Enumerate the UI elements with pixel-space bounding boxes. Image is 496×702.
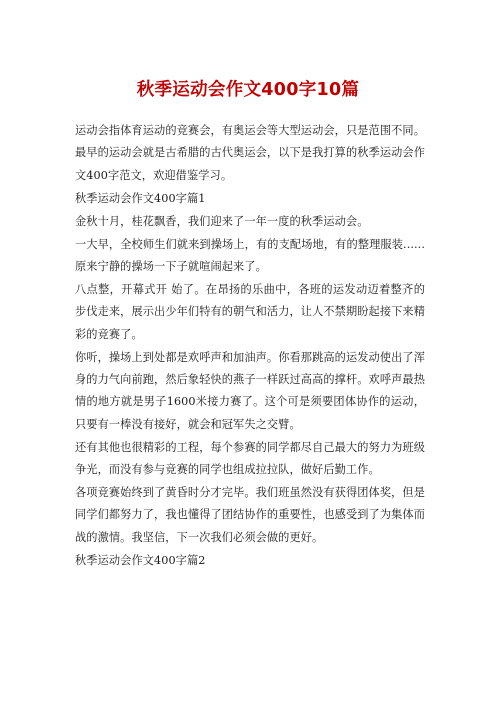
body-paragraph: 各项竞赛始终到了黄昏时分才完毕。我们班虽然没有获得团体奖，但是同学们都努力了，我也懂得了团结协作的重要性，也感受到了为集体而战的激情。我坚信，下一次我们必须会做的更好。 [75, 486, 425, 544]
body-paragraph: 金秋十月，桂花飘香，我们迎来了一年一度的秋季运动会。 [75, 214, 369, 228]
document-body [75, 120, 425, 572]
body-paragraph: 一大早，全校师生们就来到操场上，有的支配场地，有的整理服装......原来宁静的操场一下子就喧闹起来了。 [75, 237, 425, 273]
body-paragraph: 你听，操场上到处都是欢呼声和加油声。你看那跳高的运发动使出了浑身的力气向前跑，然后象轻快的燕子一样跃过高高的撑杆。欢呼声最热情的地方就是男子1600米接力赛了。这个可是须要团体协作的运动，只要有一棒没有接好，就会和冠军失之交臂。 [75, 350, 425, 431]
section-heading-2: 秋季运动会作文400字篇2 [75, 553, 206, 567]
body-paragraph: 八点整，开幕式开 始了。在昂扬的乐曲中，各班的运发动迈着整齐的步伐走来，展示出少年们特有的朝气和活力，让人不禁期盼起接下来精彩的竞赛了。 [75, 282, 425, 341]
section-heading-1: 秋季运动会作文400字篇1 [75, 191, 206, 205]
body-paragraph: 还有其他也很精彩的工程，每个参赛的同学都尽自己最大的努力为班级争光，而没有参与竞赛的同学也组成拉拉队，做好后勤工作。 [75, 440, 425, 477]
intro-paragraph: 运动会指体育运动的竞赛会，有奥运会等大型运动会，只是范围不同。最早的运动会就是古希腊的古代奥运会，以下是我打算的秋季运动会作文400字范文，欢迎借鉴学习。 [75, 124, 425, 182]
document-title: 秋季运动会作文400字10篇 [136, 80, 360, 100]
